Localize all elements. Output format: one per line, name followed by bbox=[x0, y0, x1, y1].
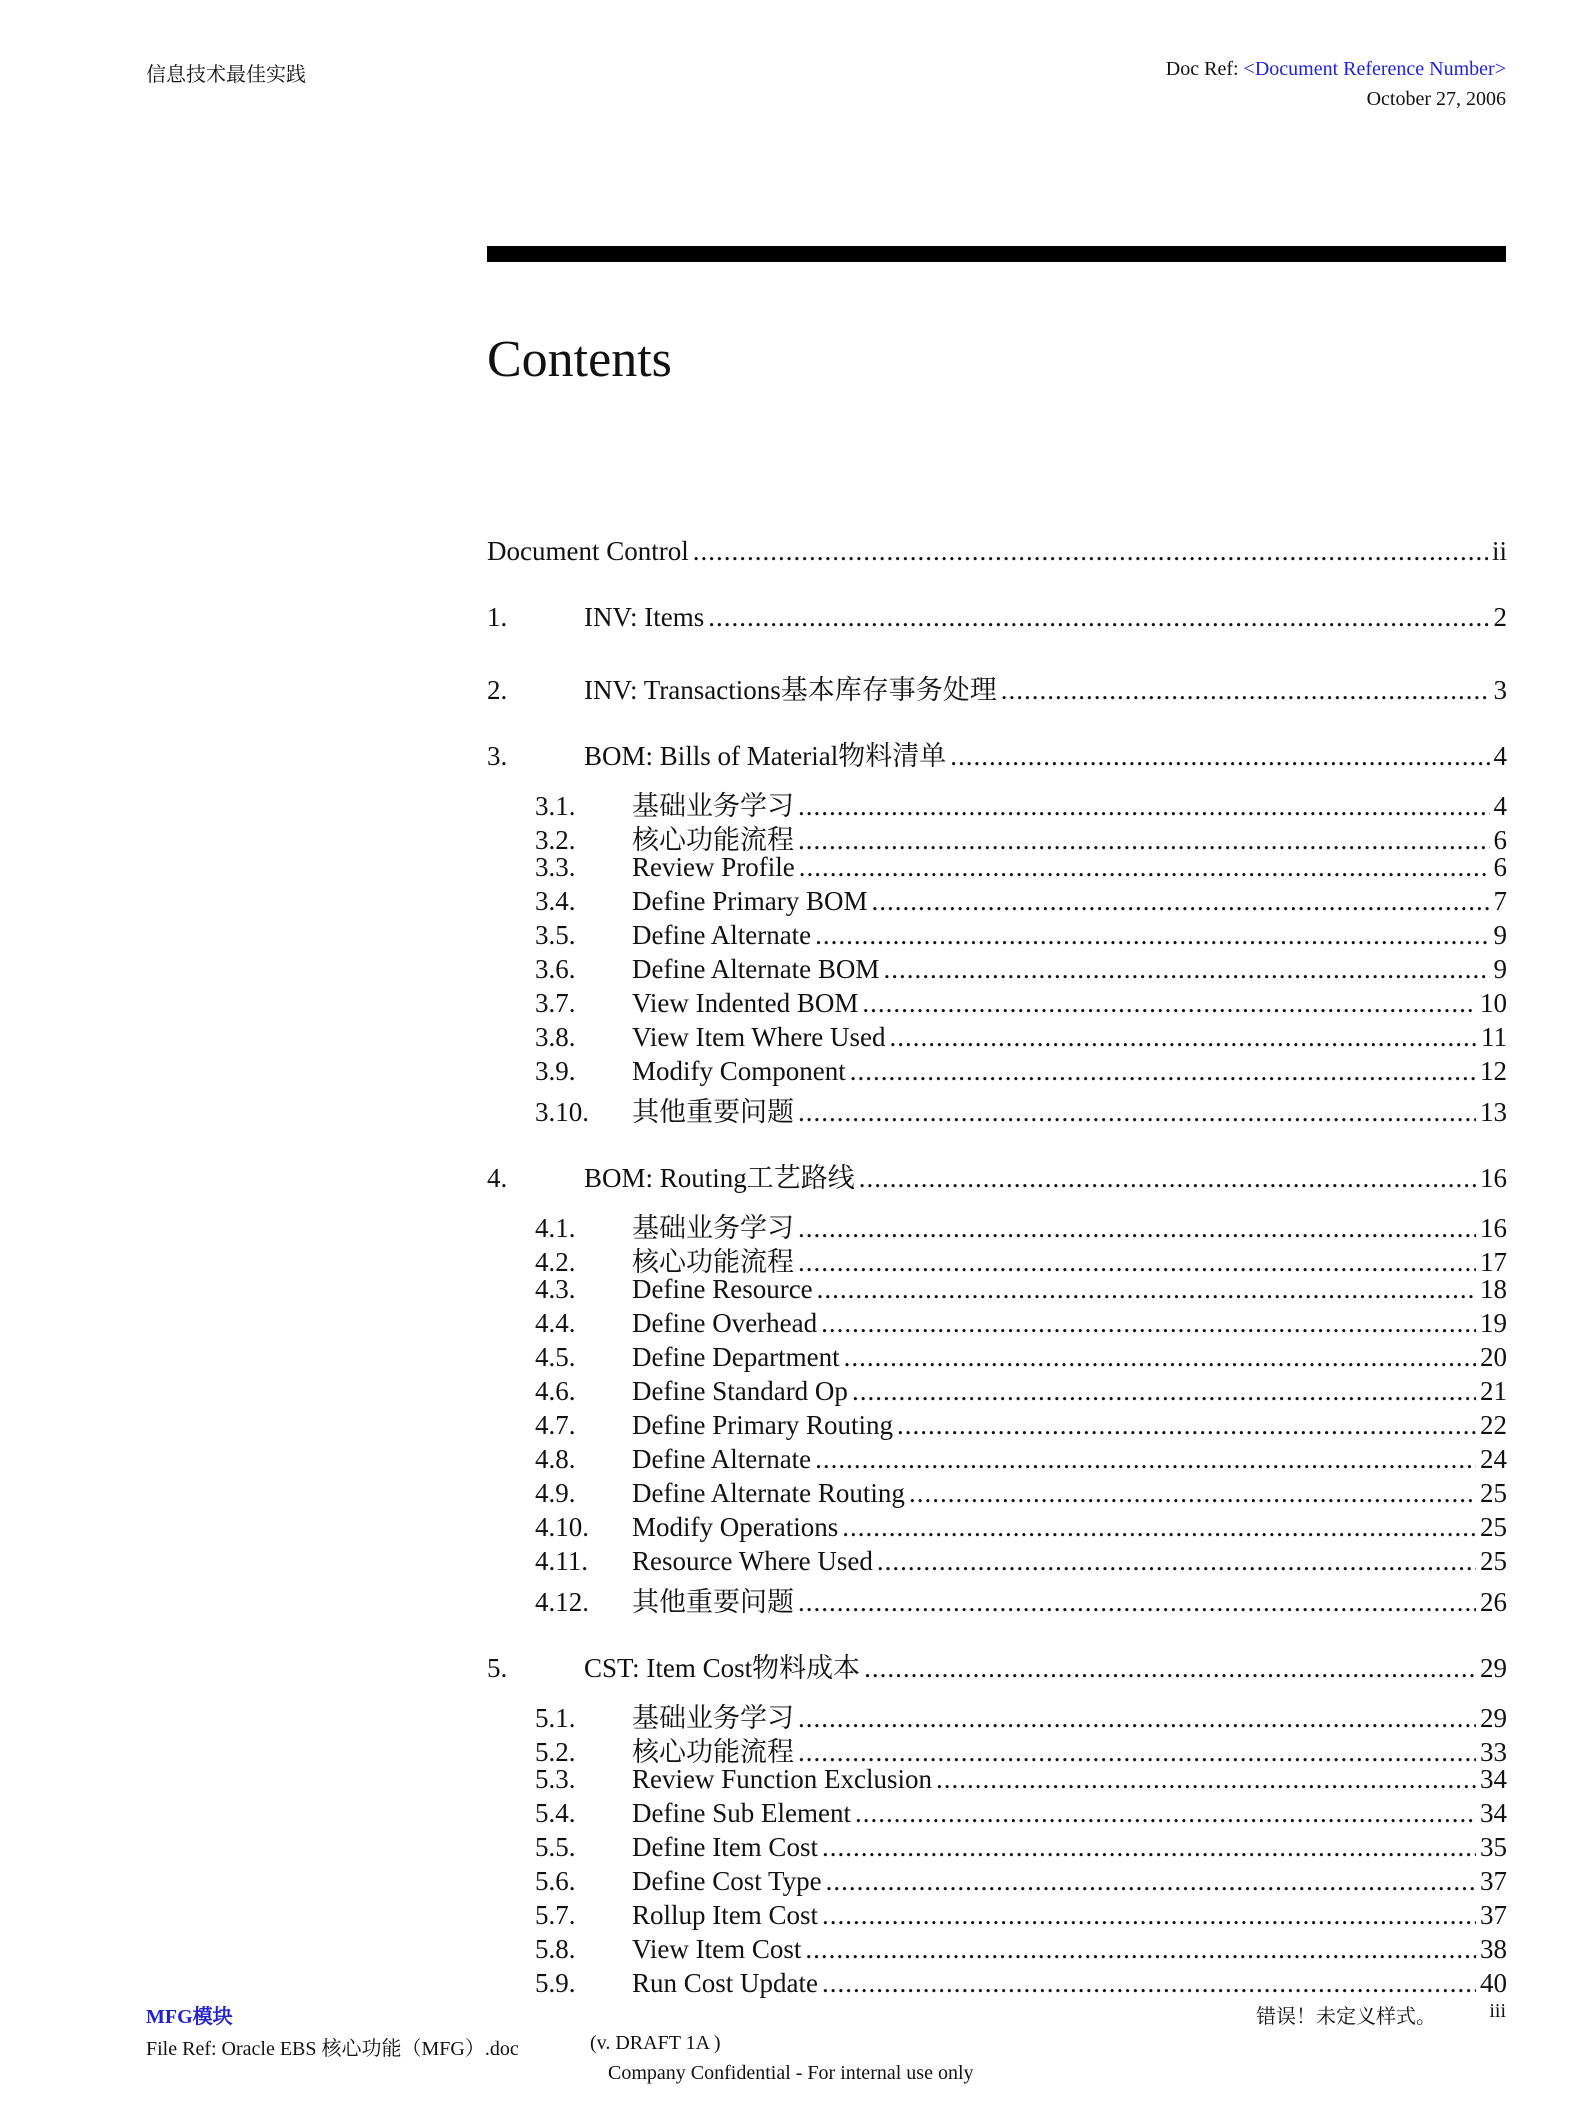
toc-dot-leader bbox=[855, 1798, 1476, 1829]
toc-entry-page: 34 bbox=[1480, 1798, 1507, 1828]
toc-subsection-entry[interactable] bbox=[487, 1798, 1507, 1832]
toc-dot-leader bbox=[871, 886, 1489, 917]
toc-entry-page: 26 bbox=[1480, 1587, 1507, 1617]
toc-entry-title: Define Primary BOM bbox=[632, 886, 868, 916]
toc-dot-leader bbox=[950, 741, 1489, 772]
toc-dot-leader bbox=[859, 1163, 1476, 1194]
toc-entry-page: 4 bbox=[1493, 741, 1507, 771]
toc-entry-page: 2 bbox=[1493, 602, 1507, 632]
page-title: Contents bbox=[487, 331, 672, 388]
toc-subsection-entry[interactable] bbox=[487, 1832, 1507, 1866]
toc-entry-title: Define Alternate BOM bbox=[632, 954, 880, 984]
toc-entry-page: 20 bbox=[1480, 1342, 1507, 1372]
header-date: October 27, 2006 bbox=[1366, 88, 1506, 110]
toc-subsection-entry[interactable] bbox=[487, 784, 1507, 821]
toc-entry-title: Review Function Exclusion bbox=[632, 1764, 932, 1794]
toc-entry-title: INV: Transactions基本库存事务处理 bbox=[584, 675, 997, 705]
toc-dot-leader bbox=[817, 1274, 1476, 1305]
toc-entry-number: 3.5. bbox=[535, 920, 576, 950]
toc-entry-page: 12 bbox=[1480, 1056, 1507, 1086]
toc-entry-page: 17 bbox=[1480, 1247, 1507, 1277]
toc-subsection-entry[interactable] bbox=[487, 954, 1507, 988]
toc-subsection-entry[interactable] bbox=[487, 1478, 1507, 1512]
toc-entry-title: Define Cost Type bbox=[632, 1866, 822, 1896]
toc-spacer bbox=[487, 636, 1507, 668]
toc-entry-page: 37 bbox=[1480, 1900, 1507, 1930]
header-left-text: 信息技术最佳实践 bbox=[146, 62, 306, 86]
toc-entry-number: 5.6. bbox=[535, 1866, 576, 1896]
toc-entry-number: 2. bbox=[487, 675, 508, 705]
toc-entry-document-control[interactable] bbox=[487, 536, 1507, 570]
toc-entry-title: Define Alternate bbox=[632, 1444, 812, 1474]
toc-section-entry[interactable] bbox=[487, 1156, 1507, 1193]
toc-entry-page: 6 bbox=[1493, 825, 1507, 855]
toc-entry-number: 3.2. bbox=[535, 825, 576, 855]
toc-entry-number: 5.3. bbox=[535, 1764, 576, 1794]
toc-dot-leader bbox=[799, 852, 1490, 883]
toc-subsection-entry[interactable] bbox=[487, 1240, 1507, 1277]
toc-entry-title: View Item Where Used bbox=[632, 1022, 886, 1052]
toc-subsection-entry[interactable] bbox=[487, 1512, 1507, 1546]
toc-subsection-entry[interactable] bbox=[487, 1580, 1507, 1617]
toc-entry-page: ii bbox=[1491, 536, 1507, 566]
doc-ref-label: Doc Ref: bbox=[1165, 58, 1239, 80]
toc-entry-title: Review Profile bbox=[632, 852, 795, 882]
toc-entry-number: 5.9. bbox=[535, 1968, 576, 1998]
toc-entry-title: CST: Item Cost物料成本 bbox=[584, 1653, 861, 1683]
toc-dot-leader bbox=[798, 1587, 1476, 1618]
toc-entry-title: View Item Cost bbox=[632, 1934, 802, 1964]
toc-entry-title: 核心功能流程 bbox=[632, 1737, 794, 1767]
toc-entry-page: 9 bbox=[1493, 954, 1507, 984]
toc-subsection-entry[interactable] bbox=[487, 1546, 1507, 1580]
toc-dot-leader bbox=[798, 1097, 1476, 1128]
toc-entry-page: 16 bbox=[1480, 1213, 1507, 1243]
toc-entry-title: View Indented BOM bbox=[632, 988, 859, 1018]
toc-dot-leader bbox=[708, 602, 1489, 633]
toc-entry-number: 4.4. bbox=[535, 1308, 576, 1338]
toc-entry-number: 3.6. bbox=[535, 954, 576, 984]
toc-subsection-entry[interactable] bbox=[487, 1056, 1507, 1090]
toc-entry-page: 18 bbox=[1480, 1274, 1507, 1304]
toc-entry-number: 4.7. bbox=[535, 1410, 576, 1440]
toc-entry-title: Define Item Cost bbox=[632, 1832, 818, 1862]
toc-entry-page: 7 bbox=[1493, 886, 1507, 916]
toc-entry-title: Run Cost Update bbox=[632, 1968, 818, 1998]
toc-subsection-entry[interactable] bbox=[487, 1900, 1507, 1934]
footer-module: MFG模块 bbox=[146, 2006, 233, 2028]
toc-entry-number: 3.8. bbox=[535, 1022, 576, 1052]
toc-entry-page: 38 bbox=[1480, 1934, 1507, 1964]
toc-subsection-entry[interactable] bbox=[487, 988, 1507, 1022]
toc-entry-title: Define Standard Op bbox=[632, 1376, 848, 1406]
toc-entry-title: Resource Where Used bbox=[632, 1546, 873, 1576]
toc-entry-page: 10 bbox=[1480, 988, 1507, 1018]
toc-entry-page: 40 bbox=[1480, 1968, 1507, 1998]
toc-dot-leader bbox=[842, 1512, 1476, 1543]
toc-subsection-entry[interactable] bbox=[487, 1730, 1507, 1767]
toc-dot-leader bbox=[862, 988, 1476, 1019]
toc-subsection-entry[interactable] bbox=[487, 1764, 1507, 1798]
toc-subsection-entry[interactable] bbox=[487, 1410, 1507, 1444]
toc-entry-title: 其他重要问题 bbox=[632, 1097, 794, 1127]
toc-subsection-entry[interactable] bbox=[487, 1090, 1507, 1127]
toc-subsection-entry[interactable] bbox=[487, 1342, 1507, 1376]
toc-entry-page: 9 bbox=[1493, 920, 1507, 950]
toc-entry-number: 4.5. bbox=[535, 1342, 576, 1372]
toc-dot-leader bbox=[822, 1900, 1476, 1931]
toc-subsection-entry[interactable] bbox=[487, 1022, 1507, 1056]
toc-entry-number: 4.10. bbox=[535, 1512, 589, 1542]
toc-entry-page: 34 bbox=[1480, 1764, 1507, 1794]
toc-entry-page: 29 bbox=[1480, 1653, 1507, 1683]
toc-dot-leader bbox=[909, 1478, 1476, 1509]
toc-entry-number: 4.9. bbox=[535, 1478, 576, 1508]
toc-entry-number: 3.9. bbox=[535, 1056, 576, 1086]
toc-entry-title: INV: Items bbox=[584, 602, 705, 632]
toc-entry-title: 核心功能流程 bbox=[632, 825, 794, 855]
toc-section-entry[interactable] bbox=[487, 668, 1507, 705]
toc-entry-title: Define Sub Element bbox=[632, 1798, 851, 1828]
toc-subsection-entry[interactable] bbox=[487, 886, 1507, 920]
toc-entry-page: 35 bbox=[1480, 1832, 1507, 1862]
toc-entry-page: 22 bbox=[1480, 1410, 1507, 1440]
toc-entry-page: 25 bbox=[1480, 1512, 1507, 1542]
footer-version: (v. DRAFT 1A ) bbox=[590, 2032, 721, 2054]
toc-dot-leader bbox=[890, 1022, 1477, 1053]
toc-subsection-entry[interactable] bbox=[487, 1274, 1507, 1308]
toc-entry-title: Define Primary Routing bbox=[632, 1410, 893, 1440]
toc-entry-number: 4.3. bbox=[535, 1274, 576, 1304]
toc-entry-number: 5.7. bbox=[535, 1900, 576, 1930]
toc-dot-leader bbox=[821, 1308, 1476, 1339]
toc-entry-number: 3. bbox=[487, 741, 508, 771]
footer-file-ref: File Ref: Oracle EBS 核心功能（MFG）.doc bbox=[146, 2038, 519, 2060]
toc-entry-page: 29 bbox=[1480, 1703, 1507, 1733]
toc-entry-number: 5.1. bbox=[535, 1703, 576, 1733]
toc-entry-title: 基础业务学习 bbox=[632, 791, 794, 821]
toc-subsection-entry[interactable] bbox=[487, 1866, 1507, 1900]
toc-section-entry[interactable] bbox=[487, 1646, 1507, 1683]
toc-entry-number: 5.2. bbox=[535, 1737, 576, 1767]
toc-dot-leader bbox=[815, 1444, 1476, 1475]
toc-entry-page: 11 bbox=[1481, 1022, 1507, 1052]
toc-subsection-entry[interactable] bbox=[487, 1696, 1507, 1733]
toc-subsection-entry[interactable] bbox=[487, 1308, 1507, 1342]
toc-entry-number: 4.1. bbox=[535, 1213, 576, 1243]
toc-dot-leader bbox=[883, 954, 1489, 985]
toc-subsection-entry[interactable] bbox=[487, 1206, 1507, 1243]
toc-entry-title: 核心功能流程 bbox=[632, 1247, 794, 1277]
toc-entry-title: Rollup Item Cost bbox=[632, 1900, 819, 1930]
toc-entry-number: 4.6. bbox=[535, 1376, 576, 1406]
toc-entry-page: 6 bbox=[1493, 852, 1507, 882]
toc-entry-title: Modify Component bbox=[632, 1056, 846, 1086]
toc-entry-page: 37 bbox=[1480, 1866, 1507, 1896]
footer-page-number: iii bbox=[1489, 2000, 1506, 2022]
toc-dot-leader bbox=[826, 1866, 1476, 1897]
toc-subsection-entry[interactable] bbox=[487, 920, 1507, 954]
toc-entry-title: Document Control bbox=[487, 536, 689, 566]
toc-entry-title: BOM: Bills of Material物料清单 bbox=[584, 741, 947, 771]
toc-entry-number: 3.10. bbox=[535, 1097, 589, 1127]
toc-entry-number: 5.4. bbox=[535, 1798, 576, 1828]
toc-entry-title: Define Department bbox=[632, 1342, 840, 1372]
toc-entry-page: 3 bbox=[1493, 675, 1507, 705]
toc-entry-title: Define Resource bbox=[632, 1274, 813, 1304]
toc-entry-page: 19 bbox=[1480, 1308, 1507, 1338]
toc-subsection-entry[interactable] bbox=[487, 1934, 1507, 1968]
toc-entry-page: 13 bbox=[1480, 1097, 1507, 1127]
toc-dot-leader bbox=[815, 920, 1489, 951]
toc-dot-leader bbox=[822, 1832, 1476, 1863]
doc-ref bbox=[1166, 58, 1506, 81]
toc-entry-number: 4.8. bbox=[535, 1444, 576, 1474]
toc-entry-title: Define Overhead bbox=[632, 1308, 818, 1338]
toc-entry-number: 4. bbox=[487, 1163, 508, 1193]
toc-entry-title: Define Alternate bbox=[632, 920, 812, 950]
toc-dot-leader bbox=[805, 1934, 1476, 1965]
toc-dot-leader bbox=[822, 1968, 1476, 1999]
toc-entry-page: 16 bbox=[1480, 1163, 1507, 1193]
toc-entry-page: 25 bbox=[1480, 1478, 1507, 1508]
toc-entry-title: 基础业务学习 bbox=[632, 1213, 794, 1243]
toc-dot-leader bbox=[850, 1056, 1476, 1087]
toc-entry-number: 1. bbox=[487, 602, 508, 632]
toc-entry-number: 5. bbox=[487, 1653, 508, 1683]
toc-entry-number: 3.1. bbox=[535, 791, 576, 821]
toc-entry-number: 3.3. bbox=[535, 852, 576, 882]
toc-entry-page: 24 bbox=[1480, 1444, 1507, 1474]
footer-error-text: 错误！未定义样式。 bbox=[1256, 2004, 1436, 2028]
toc-dot-leader bbox=[897, 1410, 1476, 1441]
toc-entry-title: Define Alternate Routing bbox=[632, 1478, 905, 1508]
toc-dot-leader bbox=[852, 1376, 1476, 1407]
title-rule bbox=[487, 246, 1506, 262]
toc-entry-title: Modify Operations bbox=[632, 1512, 839, 1542]
table-of-contents bbox=[487, 536, 1507, 2002]
toc-section-entry[interactable] bbox=[487, 734, 1507, 771]
toc-spacer bbox=[487, 570, 1507, 602]
toc-entry-number: 3.7. bbox=[535, 988, 576, 1018]
toc-entry-title: 其他重要问题 bbox=[632, 1587, 794, 1617]
toc-section-entry[interactable] bbox=[487, 602, 1507, 636]
toc-subsection-entry[interactable] bbox=[487, 818, 1507, 855]
toc-dot-leader bbox=[1001, 675, 1490, 706]
toc-subsection-entry[interactable] bbox=[487, 1968, 1507, 2002]
toc-subsection-entry[interactable] bbox=[487, 1376, 1507, 1410]
toc-dot-leader bbox=[877, 1546, 1476, 1577]
toc-entry-title: 基础业务学习 bbox=[632, 1703, 794, 1733]
toc-entry-page: 21 bbox=[1480, 1376, 1507, 1406]
toc-subsection-entry[interactable] bbox=[487, 852, 1507, 886]
toc-entry-number: 4.12. bbox=[535, 1587, 589, 1617]
toc-entry-page: 25 bbox=[1480, 1546, 1507, 1576]
toc-entry-number: 3.4. bbox=[535, 886, 576, 916]
toc-entry-page: 33 bbox=[1480, 1737, 1507, 1767]
toc-entry-number: 5.5. bbox=[535, 1832, 576, 1862]
toc-dot-leader bbox=[844, 1342, 1476, 1373]
toc-entry-title: BOM: Routing工艺路线 bbox=[584, 1163, 855, 1193]
toc-subsection-entry[interactable] bbox=[487, 1444, 1507, 1478]
toc-entry-number: 5.8. bbox=[535, 1934, 576, 1964]
doc-ref-value-link[interactable]: <Document Reference Number> bbox=[1243, 58, 1506, 80]
toc-entry-number: 4.2. bbox=[535, 1247, 576, 1277]
toc-entry-number: 4.11. bbox=[535, 1546, 588, 1576]
toc-entry-page: 4 bbox=[1493, 791, 1507, 821]
footer-confidential: Company Confidential - For internal use only bbox=[608, 2062, 974, 2084]
toc-dot-leader bbox=[864, 1653, 1476, 1684]
toc-dot-leader bbox=[936, 1764, 1476, 1795]
toc-dot-leader bbox=[693, 536, 1488, 567]
